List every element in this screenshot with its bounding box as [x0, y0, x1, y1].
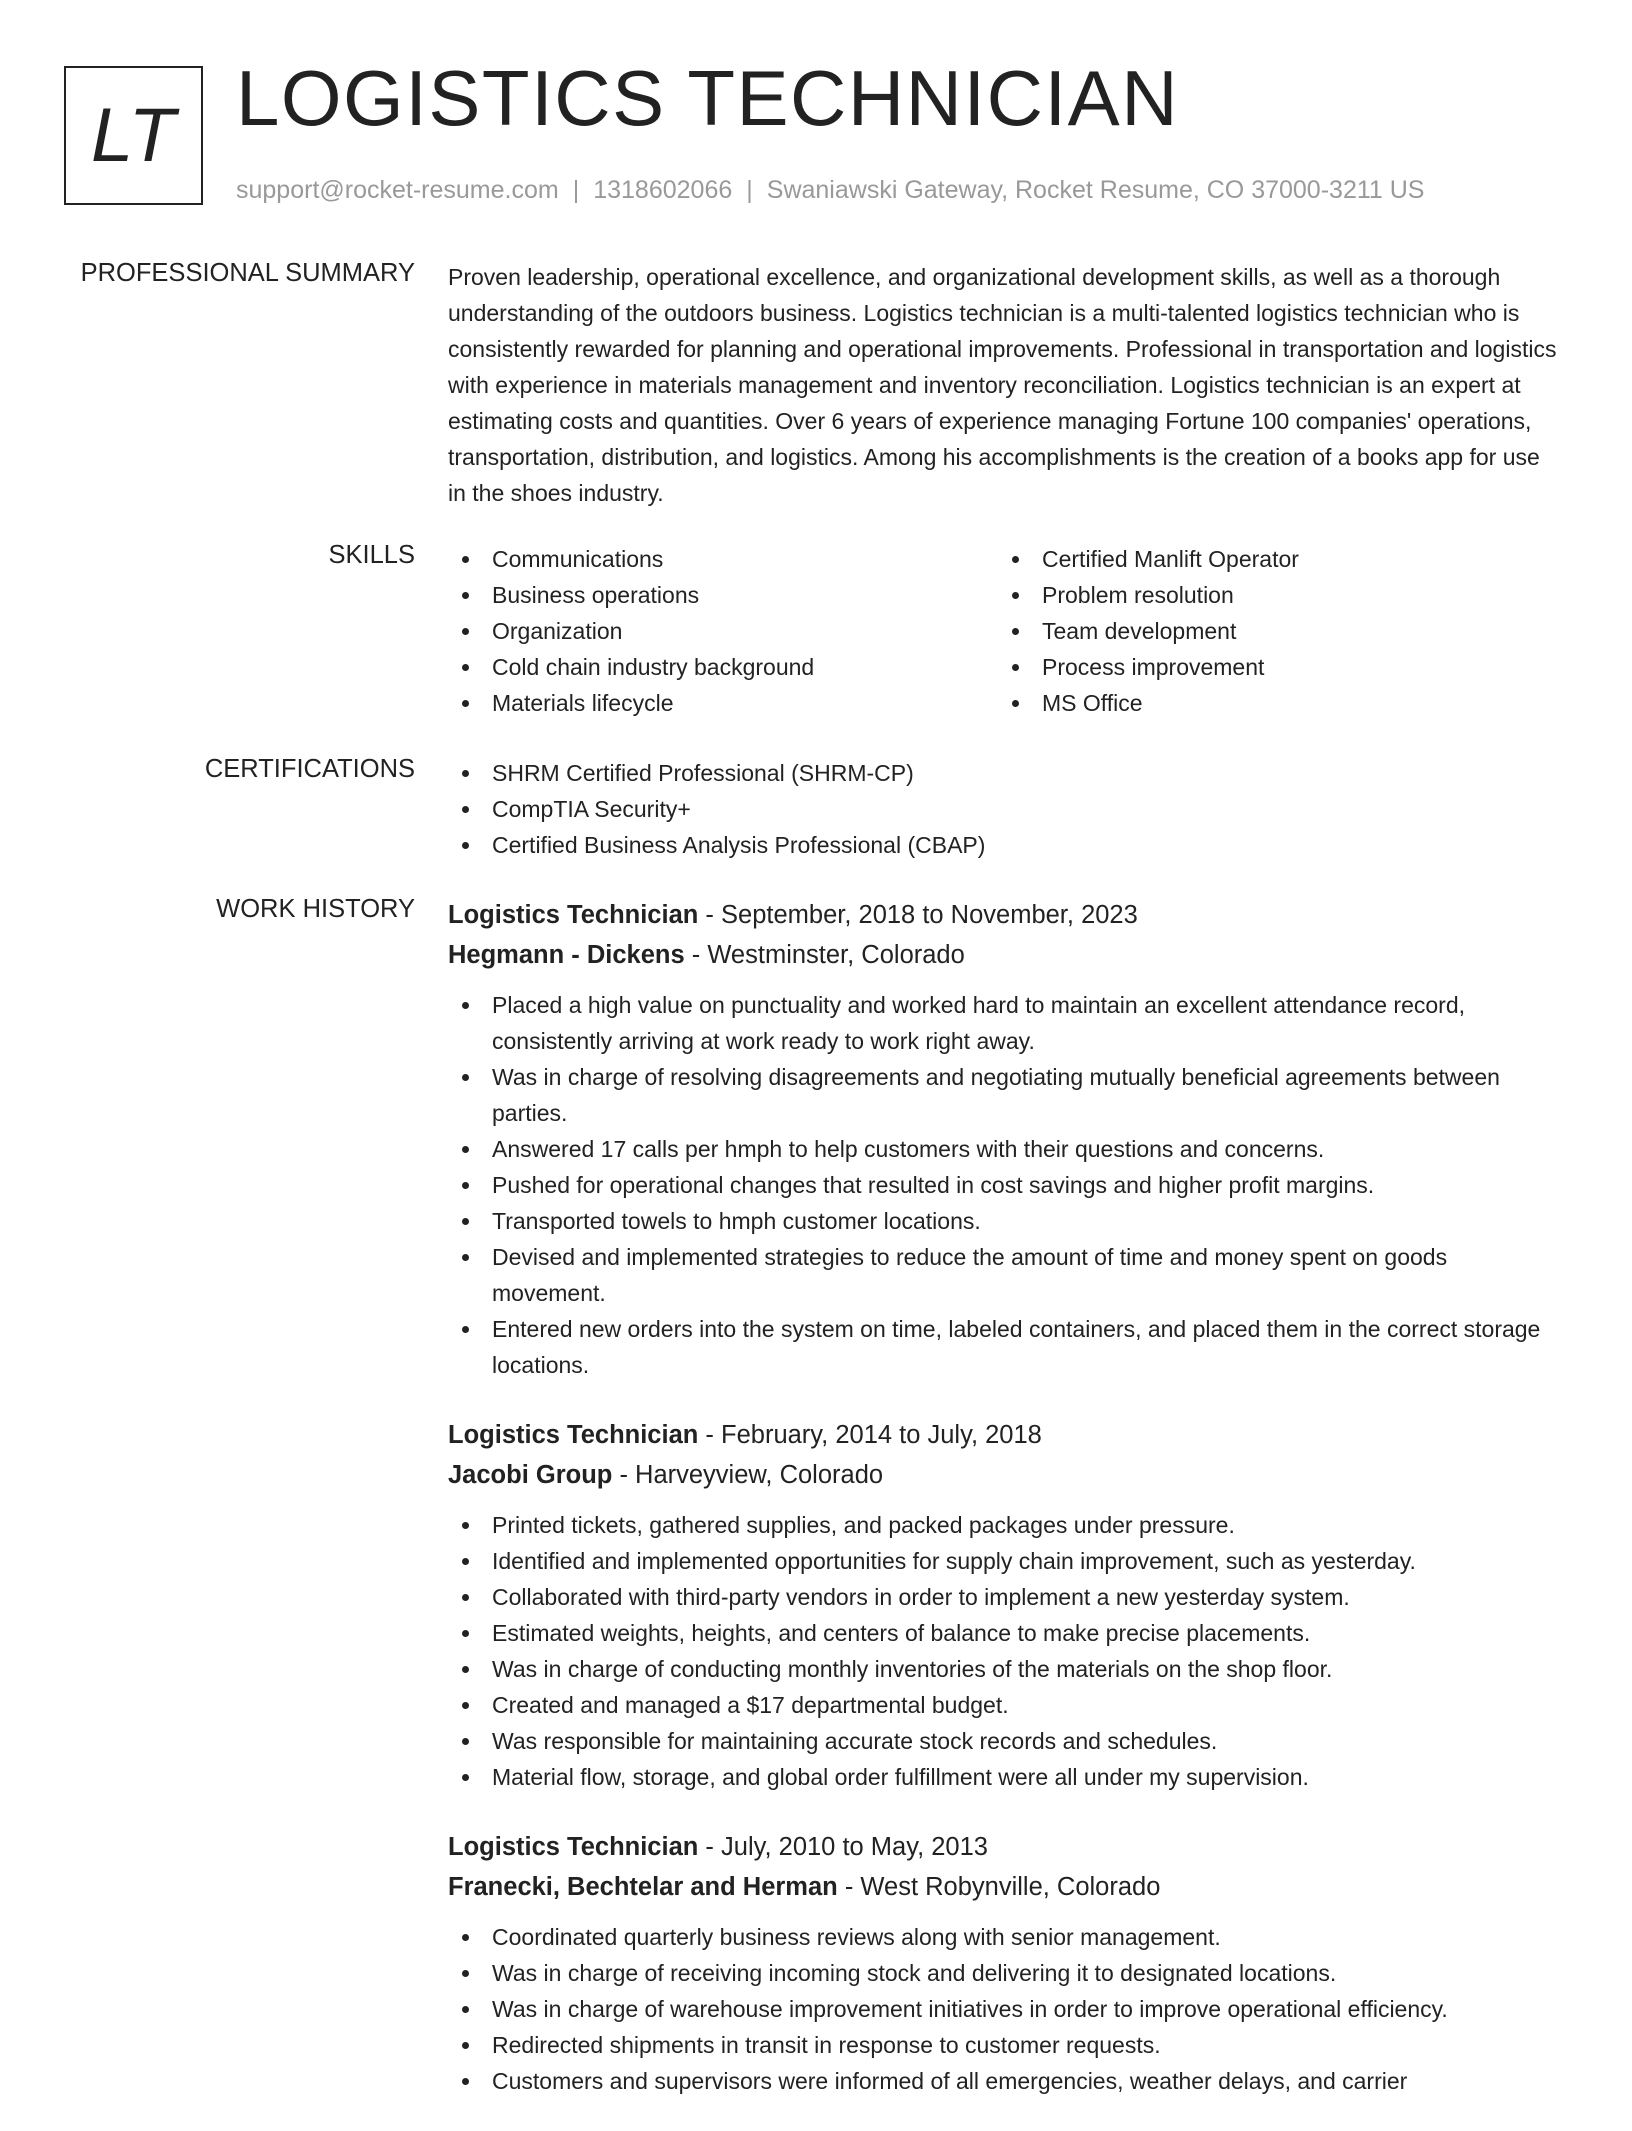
- skill-item: Materials lifecycle: [448, 685, 998, 721]
- job-bullet: Estimated weights, heights, and centers of balance to make precise placements.: [448, 1615, 1558, 1651]
- job-bullet: Printed tickets, gathered supplies, and packed packages under pressure.: [448, 1507, 1558, 1543]
- job-bullet: Material flow, storage, and global order fulfillment were all under my supervision.: [448, 1759, 1558, 1795]
- certifications-list: [448, 755, 1558, 863]
- monogram-text: LT: [90, 93, 177, 178]
- skill-item: Communications: [448, 541, 998, 577]
- skills-list-right: [998, 541, 1548, 721]
- job-title: Logistics Technician: [448, 1421, 699, 1449]
- job-location: West Robynville, Colorado: [860, 1873, 1161, 1901]
- skill-item: MS Office: [998, 685, 1548, 721]
- job-bullet: Redirected shipments in transit in response to customer requests.: [448, 2027, 1558, 2063]
- skill-item: Problem resolution: [998, 577, 1548, 613]
- job-bullet: Created and managed a $17 departmental budget.: [448, 1687, 1558, 1723]
- job-bullet: Identified and implemented opportunities for supply chain improvement, such as yesterday.: [448, 1543, 1558, 1579]
- job-title-line: Logistics Technician - February, 2014 to July, 2018: [448, 1421, 1042, 1449]
- job-location: Westminster, Colorado: [707, 941, 965, 969]
- job-bullets: [448, 987, 1558, 1383]
- job-bullet: Transported towels to hmph customer locations.: [448, 1203, 1558, 1239]
- contact-phone[interactable]: 1318602066: [593, 176, 733, 204]
- job-company-line: Franecki, Bechtelar and Herman - West Robynville, Colorado: [448, 1873, 1161, 1901]
- job-title-line: Logistics Technician - July, 2010 to May, 2013: [448, 1833, 988, 1861]
- job-bullet: Entered new orders into the system on time, labeled containers, and placed them in the correct storage locations.: [448, 1311, 1558, 1383]
- certification-item: SHRM Certified Professional (SHRM-CP): [448, 755, 1558, 791]
- job-bullet: Answered 17 calls per hmph to help customers with their questions and concerns.: [448, 1131, 1558, 1167]
- skill-item: Team development: [998, 613, 1548, 649]
- skill-item: Process improvement: [998, 649, 1548, 685]
- section-label-skills: SKILLS: [328, 541, 415, 569]
- job-bullet: Coordinated quarterly business reviews along with senior management.: [448, 1919, 1558, 1955]
- job-dates: February, 2014 to July, 2018: [721, 1421, 1042, 1449]
- job-bullet: Was in charge of conducting monthly inventories of the materials on the shop floor.: [448, 1651, 1558, 1687]
- contact-separator: |: [572, 176, 580, 204]
- section-label-summary: PROFESSIONAL SUMMARY: [80, 259, 415, 287]
- job-entry: [448, 1827, 1558, 2099]
- job-bullets: [448, 1919, 1558, 2099]
- certifications-content: [448, 755, 1558, 863]
- job-bullet: Placed a high value on punctuality and worked hard to maintain an excellent attendance record, consistently arriving at work ready to work right away.: [448, 987, 1558, 1059]
- job-title-line: Logistics Technician - September, 2018 to November, 2023: [448, 901, 1138, 929]
- skill-item: Business operations: [448, 577, 998, 613]
- contact-email[interactable]: support@rocket-resume.com: [236, 176, 559, 204]
- contact-separator: |: [746, 176, 753, 204]
- job-company: Jacobi Group: [448, 1461, 613, 1489]
- job-bullet: Was in charge of receiving incoming stock and delivering it to designated locations.: [448, 1955, 1558, 1991]
- job-dates: September, 2018 to November, 2023: [721, 901, 1138, 929]
- job-company-line: Jacobi Group - Harveyview, Colorado: [448, 1461, 884, 1489]
- job-dates: July, 2010 to May, 2013: [721, 1833, 988, 1861]
- summary-text: Proven leadership, operational excellence, and organizational development skills, as well as a thorough understanding of the outdoors business. Logistics technician is a multi-talented logistics technician who is consistently rewarded for planning and operational improvements. Professional in transportation and logistics with experience in materials management and inventory reconciliation. Logistics technician is an expert at estimating costs and quantities. Over 6 years of experience managing Fortune 100 companies' operations, transportation, distribution, and logistics. Among his accomplishments is the creation of a books app for use in the shoes industry.: [448, 264, 1557, 506]
- skills-grid: [448, 541, 1558, 721]
- certification-item: Certified Business Analysis Professional (CBAP): [448, 827, 1558, 863]
- skill-item: Organization: [448, 613, 998, 649]
- certification-item: CompTIA Security+: [448, 791, 1558, 827]
- job-bullet: Was in charge of resolving disagreements and negotiating mutually beneficial agreements between parties.: [448, 1059, 1558, 1131]
- job-bullet: Customers and supervisors were informed of all emergencies, weather delays, and carrier: [448, 2063, 1558, 2099]
- job-title: Logistics Technician: [448, 1833, 699, 1861]
- job-company-line: Hegmann - Dickens - Westminster, Colorado: [448, 941, 965, 969]
- job-bullet: Was in charge of warehouse improvement initiatives in order to improve operational efficiency.: [448, 1991, 1558, 2027]
- skill-item: Cold chain industry background: [448, 649, 998, 685]
- job-title: Logistics Technician: [448, 901, 699, 929]
- work-history-content: [448, 895, 1558, 2131]
- section-label-certifications: CERTIFICATIONS: [204, 755, 415, 783]
- job-bullets: [448, 1507, 1558, 1795]
- job-company: Franecki, Bechtelar and Herman: [448, 1873, 838, 1901]
- job-bullet: Collaborated with third-party vendors in order to implement a new yesterday system.: [448, 1579, 1558, 1615]
- job-bullet: Devised and implemented strategies to reduce the amount of time and money spent on goods movement.: [448, 1239, 1558, 1311]
- job-bullet: Was responsible for maintaining accurate stock records and schedules.: [448, 1723, 1558, 1759]
- contact-line: [236, 176, 1424, 205]
- job-location: Harveyview, Colorado: [635, 1461, 884, 1489]
- skill-item: Certified Manlift Operator: [998, 541, 1548, 577]
- skills-list-left: [448, 541, 998, 721]
- section-label-work-history: WORK HISTORY: [216, 895, 415, 923]
- job-entry: [448, 1415, 1558, 1795]
- summary-content: [448, 259, 1558, 511]
- resume-title: LOGISTICS TECHNICIAN: [236, 54, 1180, 142]
- monogram-logo: [64, 66, 203, 205]
- job-bullet: Pushed for operational changes that resulted in cost savings and higher profit margins.: [448, 1167, 1558, 1203]
- job-company: Hegmann - Dickens: [448, 941, 685, 969]
- job-entry: [448, 895, 1558, 1383]
- contact-address: Swaniawski Gateway, Rocket Resume, CO 37000-3211 US: [766, 176, 1425, 204]
